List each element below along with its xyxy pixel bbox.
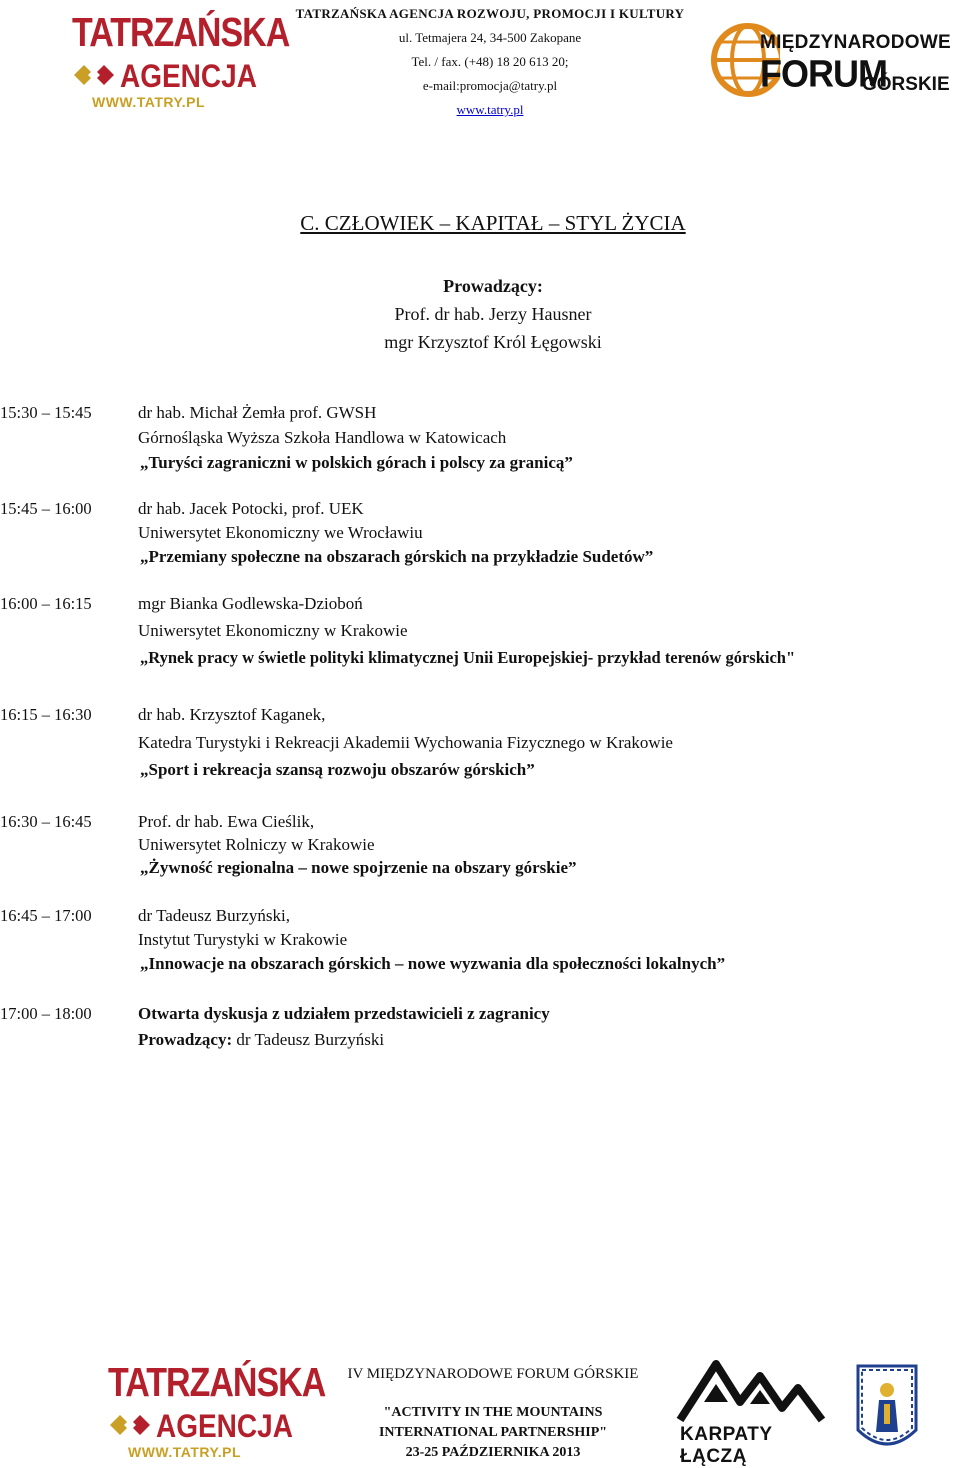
session-time: 16:15 – 16:30 [0,705,92,724]
moderator-2: mgr Krzysztof Król Łęgowski [384,332,602,352]
session-speaker: dr hab. Michał Żemła prof. GWSH [138,403,377,422]
tatrzanska-agencja-logo [64,10,290,110]
karpaty-logo-text: KARPATY ŁĄCZĄ [680,1424,773,1467]
session-speaker: Prof. dr hab. Ewa Cieślik, [138,812,315,831]
moderator-1: Prof. dr hab. Jerzy Hausner [394,304,592,324]
session-speaker: dr Tadeusz Burzyński, [138,906,290,925]
closing-moderator-row [138,1030,384,1050]
session-speaker: dr hab. Krzysztof Kaganek, [138,705,326,724]
session-speaker: mgr Bianka Godlewska-Dzioboń [138,594,363,613]
session-institution: Górnośląska Wyższa Szkoła Handlowa w Katowicach [138,428,507,447]
session-institution: Uniwersytet Ekonomiczny w Krakowie [138,621,408,640]
footer-motto-line1: "ACTIVITY IN THE MOUNTAINS [383,1405,603,1420]
logo-url: WWW.TATRY.PL [92,94,206,110]
session-title: „Turyści zagraniczni w polskich górach i polscy za granicą” [140,453,573,472]
session-institution: Instytut Turystyki w Krakowie [138,930,348,949]
session-title: „Rynek pracy w świetle polityki klimatycznej Unii Europejskiej- przykład terenów górskich" [140,648,796,667]
regional-badge-logo [852,1360,922,1460]
forum-logo-line1: MIĘDZYNARODOWE [760,32,952,53]
session-item [0,812,960,882]
email: e-mail:promocja@tatry.pl [422,78,558,93]
logo-word-tatrzanska: TATRZAŃSKA [108,1360,326,1406]
logo-url: WWW.TATRY.PL [128,1444,242,1460]
footer-event-info [300,1366,686,1463]
session-time: 15:30 – 15:45 [0,403,92,422]
logo-word-agencja: AGENCJA [156,1408,293,1444]
footer-motto-line2: INTERNATIONAL PARTNERSHIP" [378,1425,608,1440]
phone: Tel. / fax. (+48) 18 20 613 20; [411,54,569,69]
session-item [0,705,960,785]
footer-event-name: IV MIĘDZYNARODOWE FORUM GÓRSKIE [347,1366,639,1382]
saint-badge-icon [852,1360,922,1460]
session-time: 16:00 – 16:15 [0,594,92,613]
forum-gorskie-logo [710,14,958,108]
organization-name: TATRZAŃSKA AGENCJA ROZWOJU, PROMOCJI I KULTURY [295,6,685,21]
closing-moderator-label: Prowadzący: [138,1030,233,1049]
session-item [0,403,960,473]
closing-moderator: dr Tadeusz Burzyński [236,1030,385,1049]
footer-dates: 23-25 PAŹDZIERNIKA 2013 [405,1445,581,1460]
session-title: „Sport i rekreacja szansą rozwoju obszarów górskich” [140,760,535,779]
session-speaker: dr hab. Jacek Potocki, prof. UEK [138,499,364,518]
forum-logo-line2: FORUM [760,52,887,96]
session-institution: Uniwersytet Ekonomiczny we Wrocławiu [138,523,423,542]
session-item [0,499,960,569]
session-item [0,594,960,674]
folk-ornament-icon [110,1412,150,1438]
session-institution: Uniwersytet Rolniczy w Krakowie [138,835,375,854]
closing-time: 17:00 – 18:00 [0,1004,92,1023]
karpaty-lacza-logo [676,1358,826,1467]
tatrzanska-agencja-footer-logo [100,1360,326,1460]
moderators-label: Prowadzący: [443,276,543,296]
logo-word-agencja: AGENCJA [120,58,257,94]
logo-word-tatrzanska: TATRZAŃSKA [72,10,290,56]
session-institution: Katedra Turystyki i Rekreacji Akademii Wychowania Fizycznego w Krakowie [138,733,673,752]
website-link[interactable]: www.tatry.pl [456,102,524,117]
address: ul. Tetmajera 24, 34-500 Zakopane [398,30,582,45]
moderators-block [0,272,960,356]
folk-ornament-icon [74,62,114,88]
closing-discussion [0,1004,960,1064]
contact-block [270,2,710,122]
session-time: 15:45 – 16:00 [0,499,92,518]
session-title: „Żywność regionalna – nowe spojrzenie na obszary górskie” [140,858,577,877]
session-item [0,906,960,976]
mountains-icon [676,1358,826,1424]
session-title: „Przemiany społeczne na obszarach górskich na przykładzie Sudetów” [140,547,654,566]
forum-logo-line3: GÓRSKIE [862,74,950,95]
closing-title: Otwarta dyskusja z udziałem przedstawicieli z zagranicy [138,1004,550,1023]
session-time: 16:30 – 16:45 [0,812,92,831]
section-title: C. CZŁOWIEK – KAPITAŁ – STYL ŻYCIA [300,211,686,235]
session-time: 16:45 – 17:00 [0,906,92,925]
session-title: „Innowacje na obszarach górskich – nowe wyzwania dla społeczności lokalnych” [140,954,726,973]
